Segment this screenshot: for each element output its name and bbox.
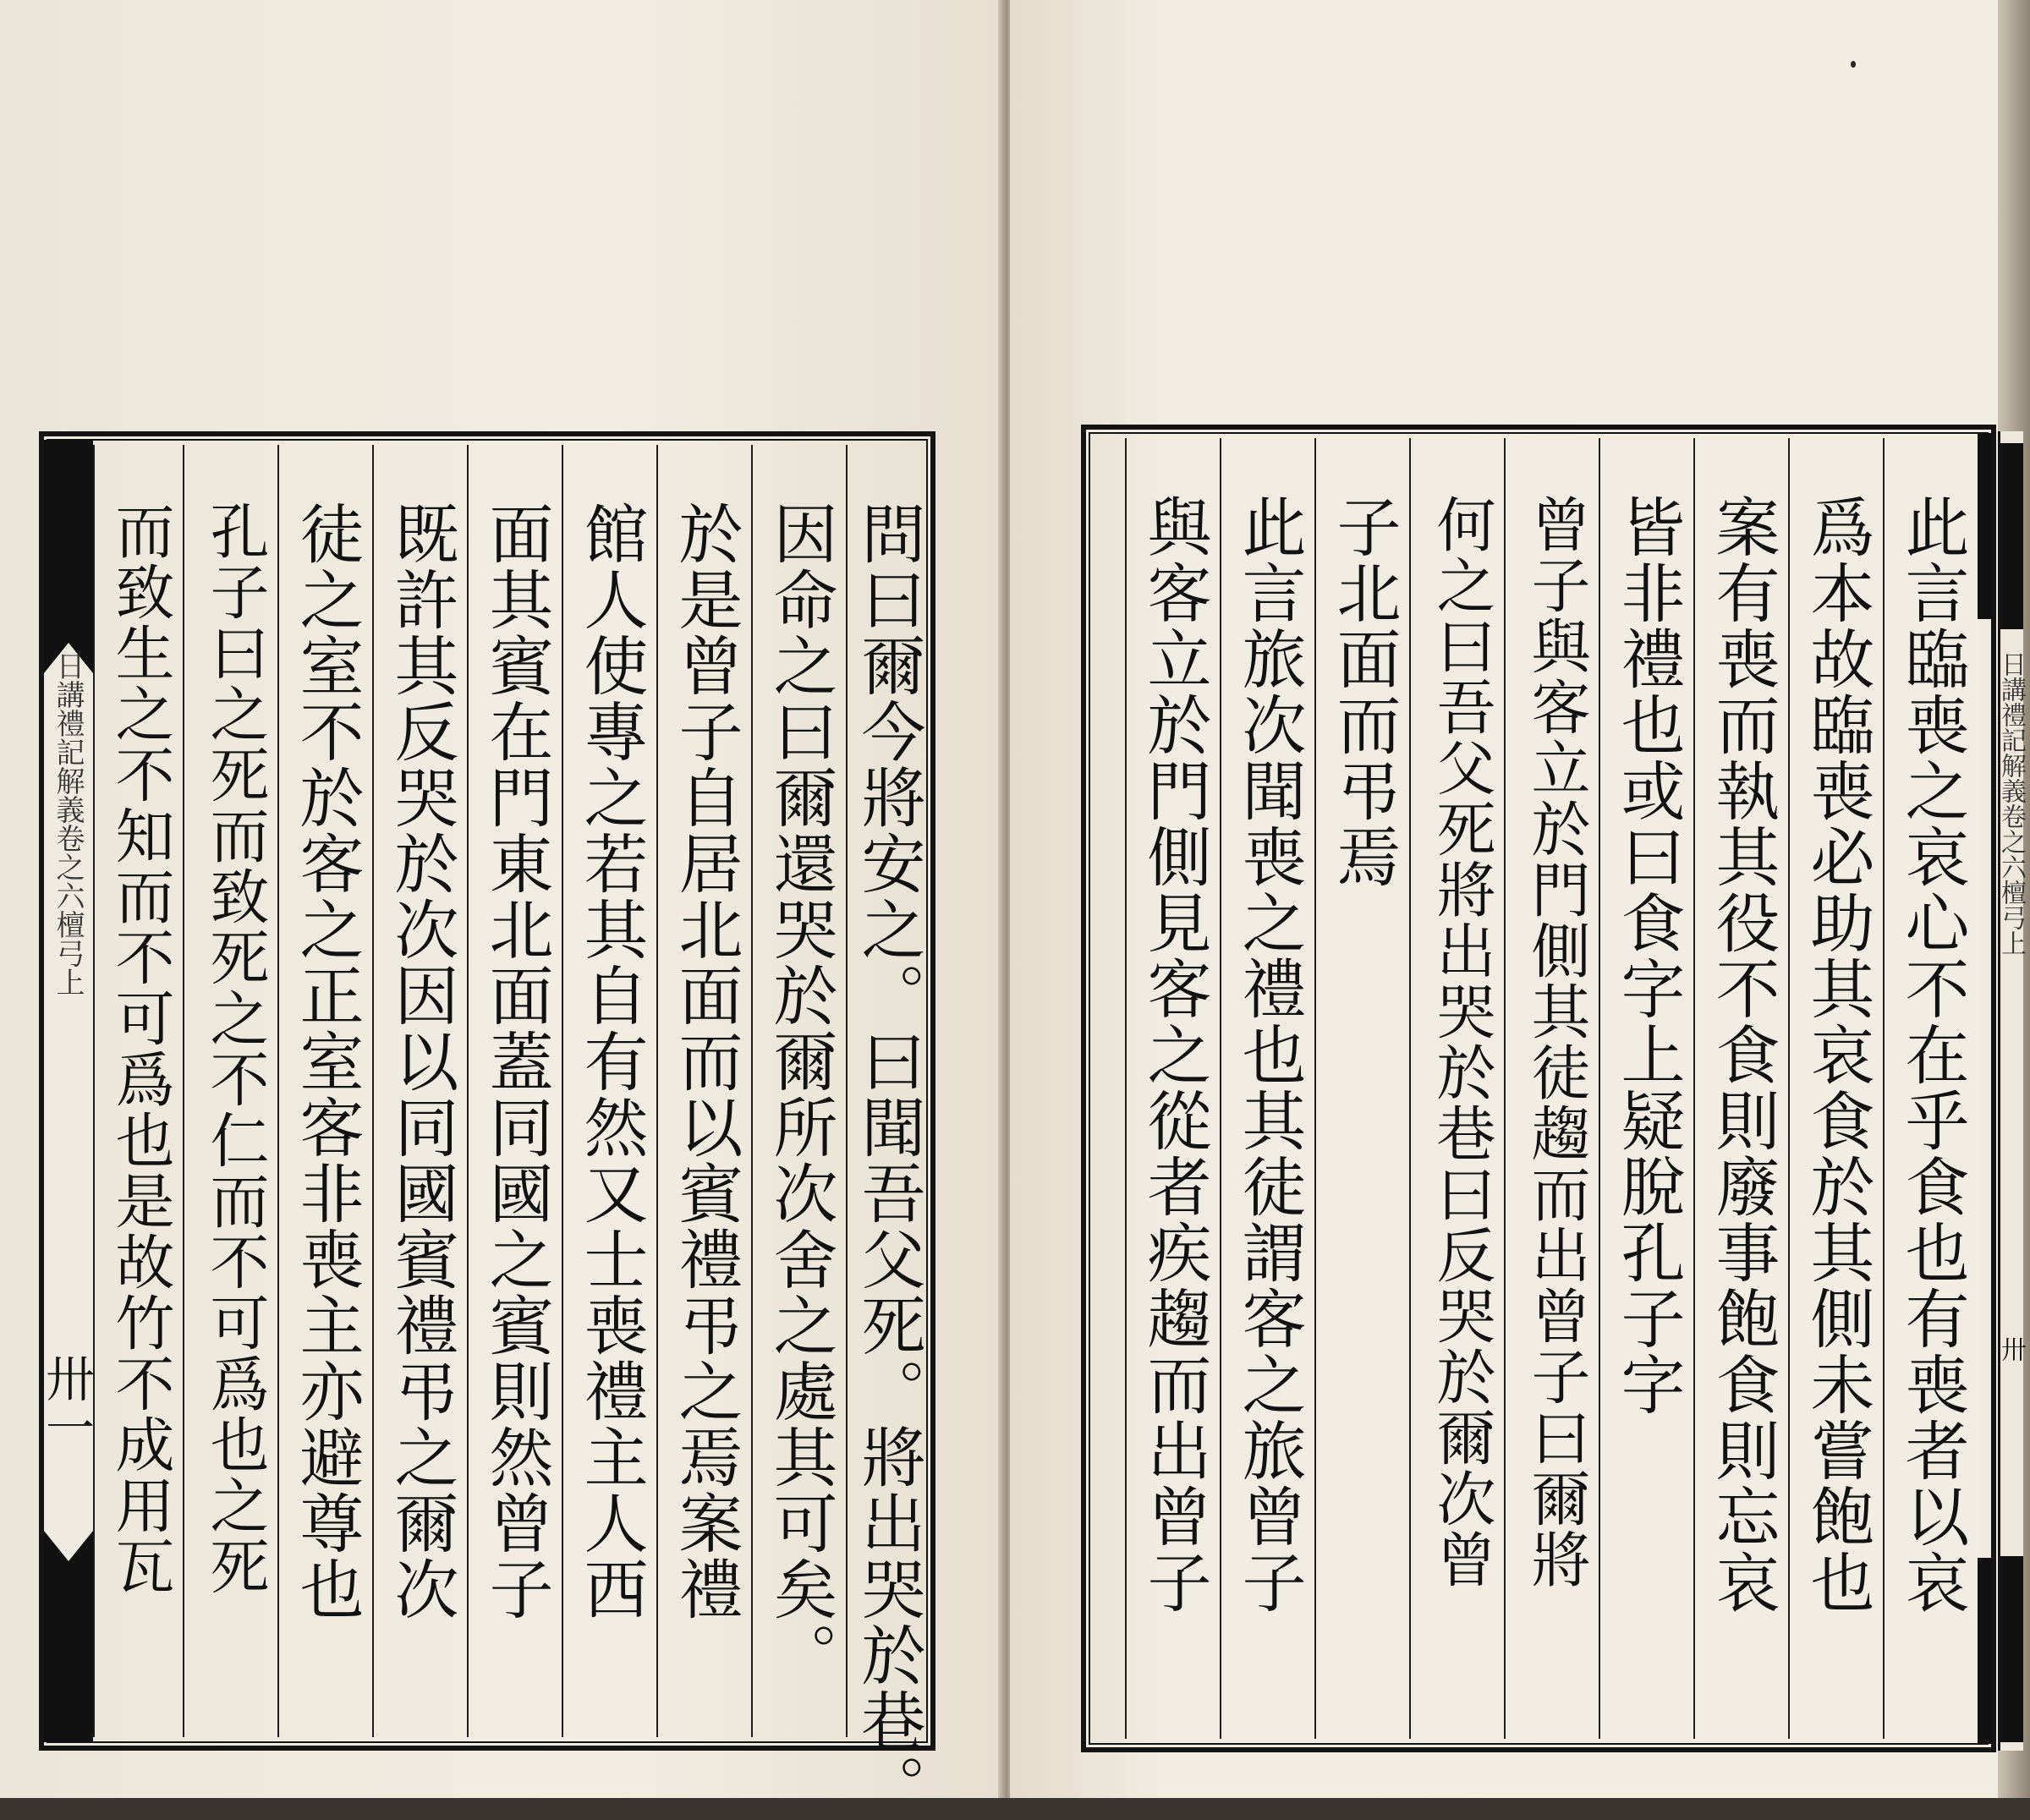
right-strip-band-top xyxy=(2000,443,2023,629)
left-column-1: 問曰爾今將安之。曰聞吾父死。將出哭於巷。 xyxy=(846,445,935,1737)
right-column-2: 爲本故臨喪必助其哀食於其側未嘗飽也 xyxy=(1788,438,1885,1739)
left-column-9: 而致生之不知而不可爲也是故竹不成用瓦 xyxy=(93,445,184,1737)
right-column-4: 皆非禮也或曰食字上疑脫孔子字 xyxy=(1599,438,1695,1739)
ink-speck xyxy=(1851,61,1856,68)
left-banxin-black-band-top xyxy=(44,440,93,626)
right-column-1: 此言臨喪之哀心不在乎食也有喪者以哀 xyxy=(1883,438,1979,1739)
left-page-frame xyxy=(37,431,935,1820)
right-page-frame xyxy=(1081,425,1996,1752)
left-fish-tail-lower xyxy=(44,1531,93,1578)
left-banxin-black-band-bottom xyxy=(44,1578,93,1742)
right-banxin-black-band-top xyxy=(1978,433,1991,619)
left-banxin xyxy=(37,440,95,1742)
left-column-3: 於是曾子自居北面而以賓禮弔之焉案禮 xyxy=(656,445,753,1737)
right-column-7: 子北面而弔焉 xyxy=(1314,438,1411,1739)
right-column-8: 此言旅次聞喪之禮也其徒謂客之旅曾子 xyxy=(1220,438,1316,1739)
right-banxin xyxy=(1978,433,1991,1744)
left-column-7: 徒之室不於客之正室客非喪主亦避尊也 xyxy=(277,445,374,1737)
right-column-5: 曾子與客立於門側其徒趨而出曾子曰爾將 xyxy=(1504,438,1600,1739)
right-column-3: 案有喪而執其役不食則廢事飽食則忘哀 xyxy=(1693,438,1790,1739)
right-strip-band-bottom xyxy=(2000,1556,2023,1742)
right-page-edge xyxy=(1998,0,2030,1798)
left-banxin-title: 日講禮記解義卷之六 檀弓上 xyxy=(51,651,85,996)
right-banxin-strip xyxy=(1996,431,2026,1751)
right-column-9: 與客立於門側見客之從者疾趨而出曾子 xyxy=(1125,438,1221,1739)
right-column-6: 何之曰吾父死將出哭於巷曰反哭於爾次曾 xyxy=(1409,438,1506,1739)
left-column-2: 因命之曰爾還哭於爾所次舍之處其可矣。 xyxy=(751,445,848,1737)
right-strip-page-number: 卅 xyxy=(1996,1336,2026,1362)
left-column-4: 館人使專之若其自有然又士喪禮主人西 xyxy=(562,445,658,1737)
left-page xyxy=(0,0,1003,1820)
right-banxin-black-band-bottom xyxy=(1978,1558,1991,1744)
left-column-8: 孔子曰之死而致死之不仁而不可爲也之死 xyxy=(183,445,279,1737)
left-column-6: 既許其反哭於次因以同國賓禮弔之爾次 xyxy=(372,445,469,1737)
left-page-number: 卅一 xyxy=(37,1353,95,1451)
left-column-5: 面其賓在門東北面蓋同國之賓則然曾子 xyxy=(467,445,563,1737)
right-strip-title: 日講禮記解義卷之六檀弓上 xyxy=(1996,651,2026,956)
